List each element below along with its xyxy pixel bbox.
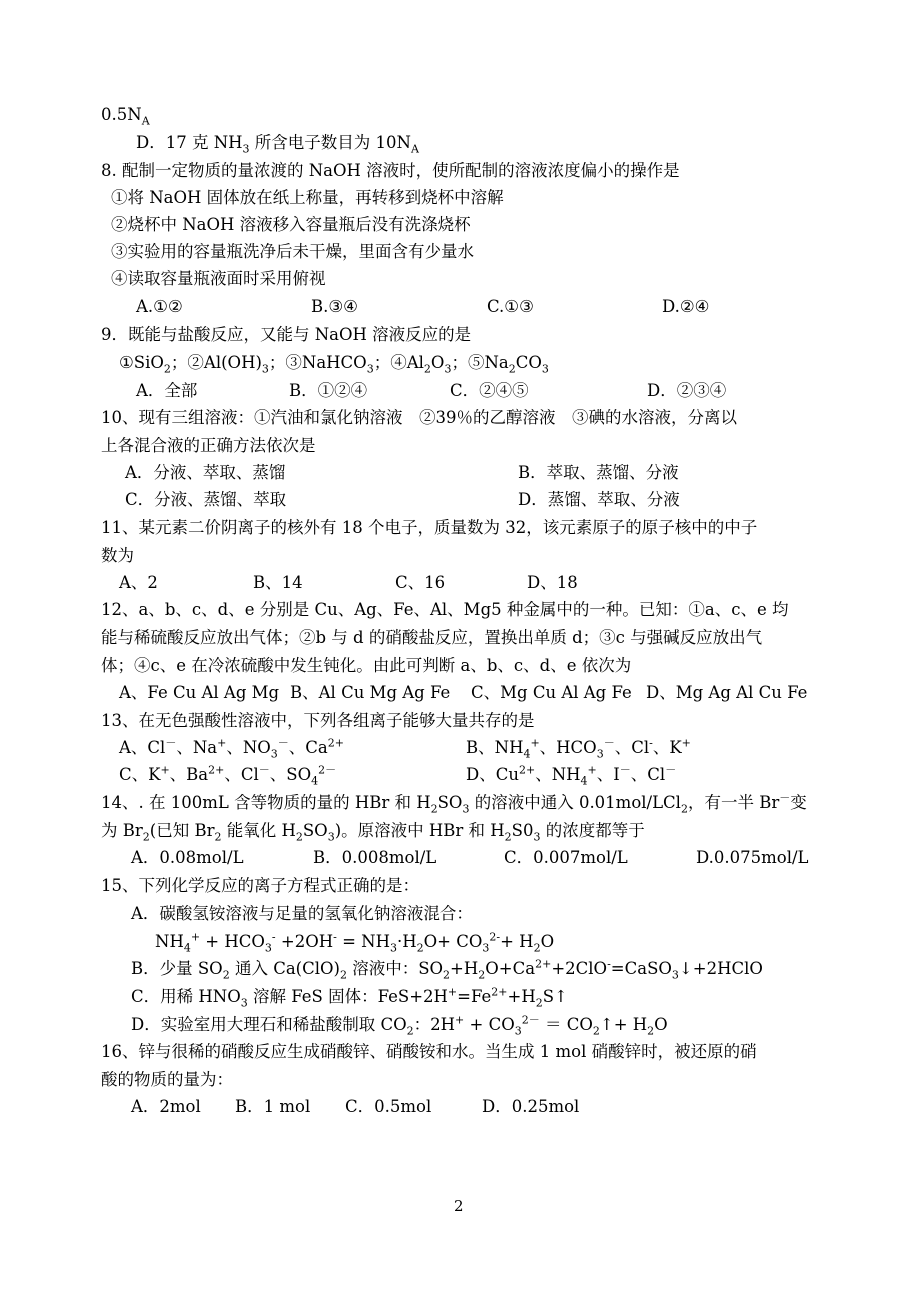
q9-option-c: C．②④⑤ <box>450 381 529 400</box>
q11-option-a: A、2 <box>119 573 158 592</box>
q13-option-c: C、K+、$Ba^{2+}$、Cl－、$SO_4^{2-}$ <box>119 763 337 788</box>
q14-option-c: C．0.007mol/L <box>504 848 628 867</box>
q8-item-2: ②烧杯中 NaOH 溶液移入容量瓶后没有洗涤烧杯 <box>111 215 471 234</box>
q8-item-1: ①将 NaOH 固体放在纸上称量，再转移到烧杯中溶解 <box>111 188 504 207</box>
q16-stem-line2: 酸的物质的量为： <box>101 1070 233 1089</box>
q16-option-a: A．2mol <box>131 1097 201 1116</box>
q13-option-d: D、$Cu^{2+}$、$NH_4^+$、I－、Cl－ <box>466 763 677 788</box>
q11-stem-line2: 数为 <box>101 546 134 565</box>
q15-option-a-text: A．碳酸氢铵溶液与足量的氢氧化钠溶液混合： <box>131 904 473 923</box>
q9-option-d: D．②③④ <box>647 381 727 400</box>
q12-option-d: D、Mg Ag Al Cu Fe <box>646 683 808 702</box>
q8-item-3: ③实验用的容量瓶洗净后未干燥，里面含有少量水 <box>111 242 474 261</box>
q12-option-a: A、Fe Cu Al Ag Mg <box>119 683 280 702</box>
q8-stem: 8. 配制一定物质的量浓渡的 NaOH 溶液时，使所配制的溶液浓度偏小的操作是 <box>101 161 680 180</box>
q16-stem-line1: 16、锌与很稀的硝酸反应生成硝酸锌、硝酸铵和水。当生成 1 mol 硝酸锌时，被还原的硝 <box>101 1042 757 1061</box>
q10-stem-line2: 上各混合液的正确方法依次是 <box>101 436 316 455</box>
q12-stem-line1: 12、a、b、c、d、e 分别是 Cu、Ag、Fe、Al、Mg5 种金属中的一种。已知：①a、c、e 均 <box>101 600 789 619</box>
q15-stem: 15、下列化学反应的离子方程式正确的是： <box>101 876 419 895</box>
q9-substances: ①SiO$_2$；$②Al(OH)_3$；③NaHCO$_3$；$④Al_2O_3$；$⑤Na_2CO_3$ <box>119 353 549 376</box>
q12-option-c: C、Mg Cu Al Ag Fe <box>471 683 632 702</box>
q11-option-b: B、14 <box>253 573 303 592</box>
page-number: 2 <box>454 1197 464 1215</box>
q13-option-b: B、$NH_4^+$、$HCO_3^-$、Cl-、K+ <box>466 736 691 761</box>
q11-option-d: D、18 <box>527 573 578 592</box>
q10-option-c: C．分液、蒸馏、萃取 <box>125 490 287 509</box>
q14-option-d: D.0.075mol/L <box>696 848 809 867</box>
q8-option-c: C.①③ <box>487 297 534 316</box>
q12-stem-line2: 能与稀硫酸反应放出气体；②b 与 d 的硝酸盐反应，置换出单质 d；③c 与强碱反应放出气 <box>101 628 763 647</box>
q9-option-a: A．全部 <box>136 381 198 400</box>
q15-option-b: B．少量 $SO_2$ 通入 $Ca(ClO)_2$ 溶液中：$SO_2+H_2O+Ca^{2+}+2ClO^-=CaSO_3↓+2HClO$ <box>131 957 763 982</box>
q14-stem-line2: 为 $Br_2$(已知 $Br_2$ 能氧化 $H_2SO_3$)。原溶液中 HBr 和 $H_2S0_3$ 的浓度都等于 <box>101 821 645 844</box>
q7-tail: $0.5N_A$ <box>101 105 150 128</box>
q9-option-b: B．①②④ <box>289 381 368 400</box>
q12-stem-line3: 体；④c、e 在冷浓硫酸中发生钝化。由此可判断 a、b、c、d、e 依次为 <box>101 656 632 675</box>
q10-option-b: B．萃取、蒸馏、分液 <box>518 463 679 482</box>
q12-option-b: B、Al Cu Mg Ag Fe <box>290 683 451 702</box>
q15-option-a-equation: $NH_4^+ + HCO_3^- +2OH^- = NH_3\cdot H_2O+ CO_3^{2-}+ H_2O$ <box>155 930 555 955</box>
q8-option-d: D.②④ <box>662 297 710 316</box>
q13-stem: 13、在无色强酸性溶液中，下列各组离子能够大量共存的是 <box>101 711 535 730</box>
q9-stem: 9．既能与盐酸反应，又能与 NaOH 溶液反应的是 <box>101 325 472 344</box>
q16-option-d: D．0.25mol <box>482 1097 580 1116</box>
q8-option-a: A.①② <box>136 297 183 316</box>
q11-option-c: C、16 <box>395 573 446 592</box>
q15-option-c: C．用稀 $HNO_3$ 溶解 FeS 固体：$FeS+2H^+=Fe^{2+}+H_2S↑$ <box>131 985 568 1010</box>
q13-option-a: A、Cl－、Na+、$NO_3^-$、$Ca^{2+}$ <box>119 736 344 761</box>
q14-stem-line1: 14、. 在 100mL 含等物质的量的 HBr 和 $H_2SO_3$ 的溶液中通入 0.01mol/LCl$_2$，有一半 Br－变 <box>101 791 807 816</box>
q16-option-b: B．1 mol <box>235 1097 311 1116</box>
q10-option-d: D．蒸馏、萃取、分液 <box>518 490 680 509</box>
q15-option-d: D．实验室用大理石和稀盐酸制取 $CO_2$：$2H^+ + CO_3^{2-}$ ＝ $CO_2↑+ H_2O$ <box>131 1013 668 1038</box>
q10-stem-line1: 10、现有三组溶液：①汽油和氯化钠溶液 ②39％的乙醇溶液 ③碘的水溶液，分离以 <box>101 408 737 427</box>
q8-item-4: ④读取容量瓶液面时采用俯视 <box>111 269 326 288</box>
q7-option-d: D．17 克 $NH_3$ 所含电子数目为 $10N_A$ <box>136 133 419 156</box>
q10-option-a: A．分液、萃取、蒸馏 <box>125 463 286 482</box>
q14-option-a: A．0.08mol/L <box>131 848 244 867</box>
q14-option-b: B．0.008mol/L <box>313 848 437 867</box>
q8-option-b: B.③④ <box>311 297 358 316</box>
q11-stem-line1: 11、某元素二价阴离子的核外有 18 个电子，质量数为 32，该元素原子的原子核中的中子 <box>101 518 758 537</box>
q16-option-c: C．0.5mol <box>345 1097 432 1116</box>
